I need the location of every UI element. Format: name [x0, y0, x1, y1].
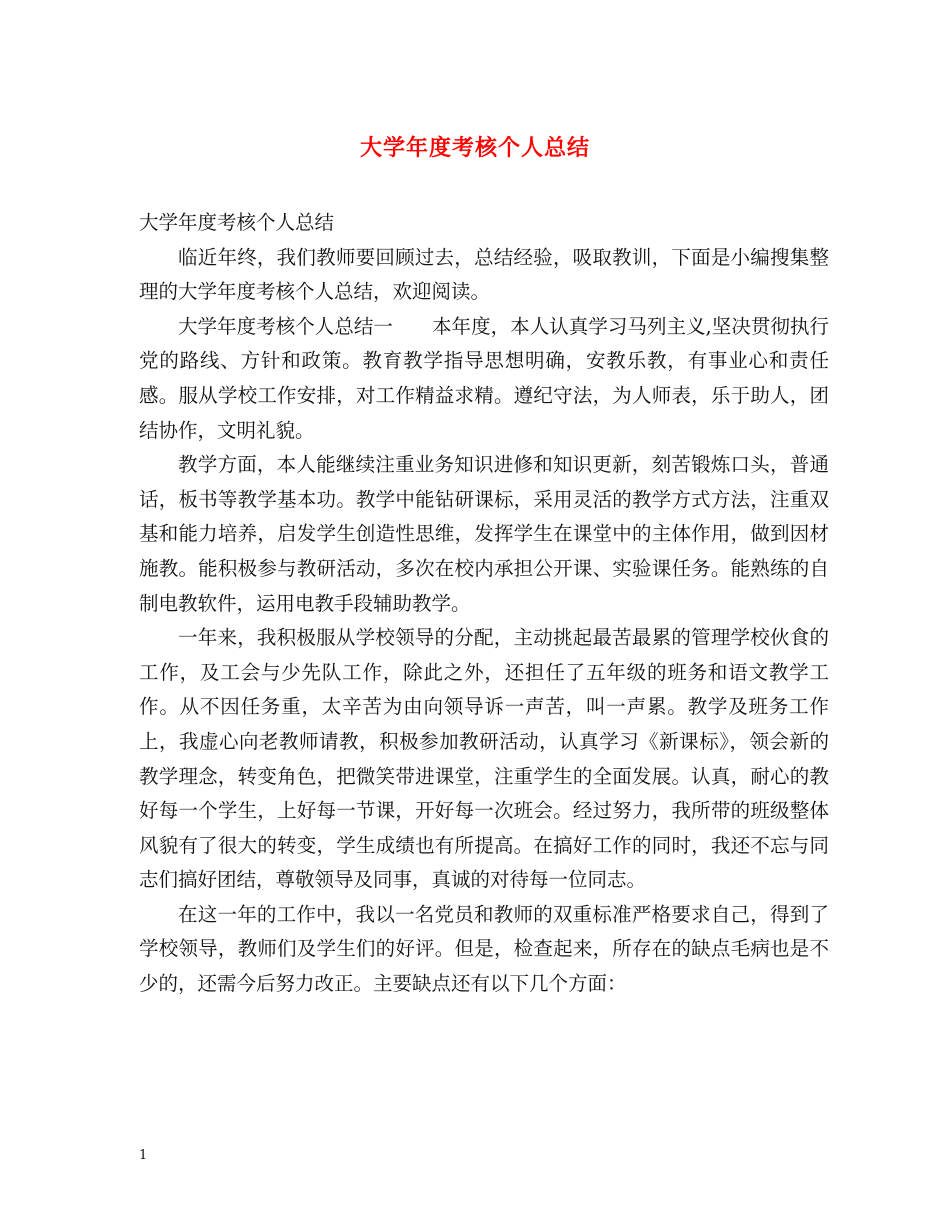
document-body: [139, 206, 829, 1002]
paragraph-summary-one: 大学年度考核个人总结一 本年度，本人认真学习马列主义,坚决贯彻执行党的路线、方针和政策。教育教学指导思想明确，安教乐教，有事业心和责任感。服从学校工作安排，对工作精益求精。遵纪守法，为人师表，乐于助人，团结协作，文明礼貌。: [139, 314, 829, 442]
paragraph-work: 一年来，我积极服从学校领导的分配，主动挑起最苦最累的管理学校伙食的工作，及工会与少先队工作，除此之外，还担任了五年级的班务和语文教学工作。从不因任务重，太辛苦为由向领导诉一声苦，叫一声累。教学及班务工作上，我虚心向老教师请教，积极参加教研活动，认真学习《新课标》，领会新的教学理念，转变角色，把微笑带进课堂，注重学生的全面发展。认真，耐心的教好每一个学生，上好每一节课，开好每一次班会。经过努力，我所带的班级整体风貌有了很大的转变，学生成绩也有所提高。在搞好工作的同时，我还不忘与同志们搞好团结，尊敬领导及同事，真诚的对待每一位同志。: [139, 626, 829, 892]
document-subtitle: 大学年度考核个人总结: [139, 211, 335, 234]
paragraph-shortcomings: 在这一年的工作中，我以一名党员和教师的双重标准严格要求自己，得到了学校领导，教师们及学生们的好评。但是，检查起来，所存在的缺点毛病也是不少的，还需今后努力改正。主要缺点还有以下几个方面：: [139, 902, 829, 996]
paragraph-teaching: 教学方面，本人能继续注重业务知识进修和知识更新，刻苦锻炼口头，普通话，板书等教学基本功。教学中能钻研课标，采用灵活的教学方式方法，注重双基和能力培养，启发学生创造性思维，发挥学生在课堂中的主体作用，做到因材施教。能积极参与教研活动，多次在校内承担公开课、实验课任务。能熟练的自制电教软件，运用电教手段辅助教学。: [139, 453, 829, 615]
page-number: 1: [139, 1148, 148, 1163]
paragraph-intro: 临近年终，我们教师要回顾过去，总结经验，吸取教训，下面是小编搜集整理的大学年度考核个人总结，欢迎阅读。: [139, 245, 829, 304]
page-title: 大学年度考核个人总结: [359, 135, 590, 161]
